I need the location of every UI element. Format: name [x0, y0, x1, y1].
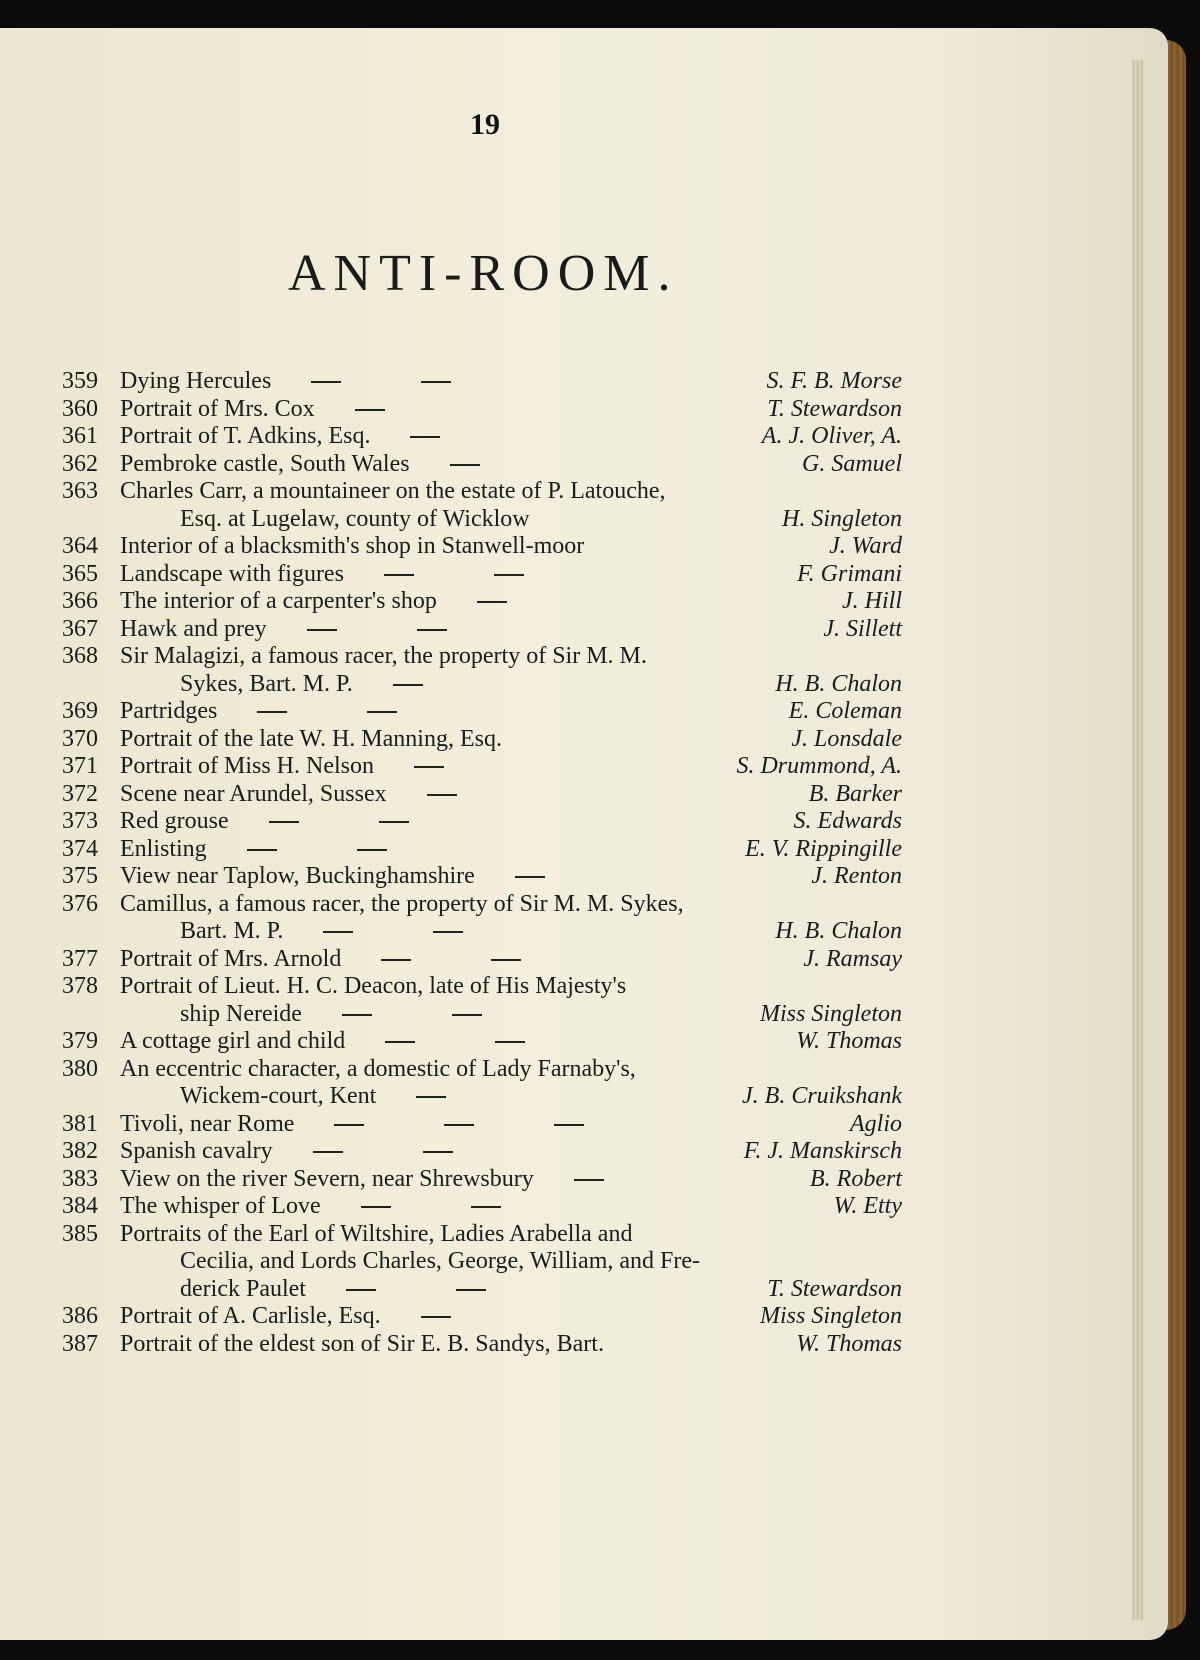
entry-artist: F. J. Manskirsch — [743, 1138, 902, 1164]
catalogue-entry-line — [62, 1111, 902, 1139]
leader-dash — [313, 1151, 343, 1153]
entry-title: Portrait of Miss H. Nelson — [120, 753, 728, 781]
entry-artist: E. Coleman — [788, 698, 902, 724]
entry-title: The whisper of Love — [120, 1193, 826, 1221]
entry-title: Portrait of Lieut. H. C. Deacon, late of His Majesty's — [120, 973, 627, 999]
catalogue-entry-line — [62, 671, 902, 699]
entry-artist: S. Edwards — [793, 808, 902, 834]
entry-title: A cottage girl and child — [120, 1028, 788, 1056]
entry-artist: J. Ward — [829, 533, 902, 559]
entry-number: 360 — [62, 395, 98, 422]
entry-artist: A. J. Oliver, A. — [761, 423, 902, 449]
entry-title: Portrait of Mrs. Cox — [120, 396, 759, 424]
catalogue-entries — [62, 368, 902, 1358]
leader-dash — [574, 1179, 604, 1181]
entry-number: 377 — [62, 945, 98, 972]
catalogue-entry-line — [62, 918, 902, 946]
leader-dash — [452, 1014, 482, 1016]
section-title: ANTI-ROOM. — [288, 245, 679, 302]
catalogue-entry-line — [62, 698, 902, 726]
leader-dash — [269, 821, 299, 823]
entry-number: 387 — [62, 1330, 98, 1357]
catalogue-entry-line — [62, 1028, 902, 1056]
entry-title: Esq. at Lugelaw, county of Wicklow — [180, 505, 530, 532]
entry-title: Portrait of the late W. H. Manning, Esq. — [120, 725, 502, 752]
leader-dash — [421, 1316, 451, 1318]
entry-title: Tivoli, near Rome — [120, 1111, 842, 1139]
leader-dash — [346, 1289, 376, 1291]
entry-number: 375 — [62, 863, 98, 889]
catalogue-entry-line — [62, 1276, 902, 1304]
entry-title: Camillus, a famous racer, the property of Sir M. M. Sykes, — [120, 890, 684, 917]
leader-dash — [393, 684, 423, 686]
catalogue-entry-line — [62, 781, 902, 809]
catalogue-entry-line — [62, 891, 902, 919]
leader-dash — [379, 821, 409, 823]
entry-title: Sykes, Bart. M. P. — [120, 671, 767, 699]
entry-title: Interior of a blacksmith's shop in Stanwell-moor — [120, 533, 585, 559]
entry-title: Portrait of T. Adkins, Esq. — [120, 423, 754, 451]
entry-number: 369 — [62, 698, 98, 724]
entry-number: 372 — [62, 780, 98, 807]
catalogue-entry-line — [62, 368, 902, 396]
entry-title: Hawk and prey — [120, 616, 815, 644]
entry-title: Scene near Arundel, Sussex — [120, 781, 801, 809]
leader-dash — [257, 711, 287, 713]
leader-dash — [444, 1124, 474, 1126]
entry-title: View near Taplow, Buckinghamshire — [120, 863, 803, 891]
leader-dash — [385, 1041, 415, 1043]
entry-number: 378 — [62, 973, 98, 999]
entry-title: Sir Malagizi, a famous racer, the property of Sir M. M. — [120, 643, 647, 669]
leader-dash — [416, 1096, 446, 1098]
catalogue-entry-line — [62, 423, 902, 451]
entry-title: Landscape with figures — [120, 561, 789, 589]
leader-dash — [414, 766, 444, 768]
entry-title: Partridges — [120, 698, 781, 726]
leader-dash — [433, 931, 463, 933]
entry-artist: F. Grimani — [797, 560, 902, 587]
catalogue-entry-line — [62, 1083, 902, 1111]
entry-number: 368 — [62, 643, 98, 669]
leader-dash — [495, 1041, 525, 1043]
leader-dash — [323, 931, 353, 933]
entry-artist: J. B. Cruikshank — [742, 1083, 902, 1109]
entry-artist: H. B. Chalon — [775, 918, 902, 944]
entry-artist: B. Robert — [810, 1165, 902, 1192]
catalogue-entry-line — [62, 616, 902, 644]
catalogue-entry-line — [62, 1303, 902, 1331]
entry-artist: W. Etty — [833, 1193, 902, 1219]
entry-artist: J. Lonsdale — [791, 725, 902, 752]
leader-dash — [410, 436, 440, 438]
leader-dash — [421, 381, 451, 383]
catalogue-entry-line — [62, 588, 902, 616]
entry-number: 363 — [62, 478, 98, 504]
entry-title: Portrait of the eldest son of Sir E. B. Sandys, Bart. — [120, 1330, 604, 1357]
entry-artist: T. Stewardson — [767, 395, 902, 422]
catalogue-entry-line — [62, 1056, 902, 1084]
catalogue-entry-line — [62, 973, 902, 1001]
catalogue-entry-line — [62, 643, 902, 671]
entry-number: 366 — [62, 588, 98, 614]
entry-artist: B. Barker — [808, 780, 902, 807]
entry-number: 364 — [62, 533, 98, 559]
catalogue-entry-line — [62, 808, 902, 836]
leader-dash — [471, 1206, 501, 1208]
entry-number: 367 — [62, 615, 98, 642]
entry-artist: Miss Singleton — [760, 1303, 902, 1329]
leader-dash — [384, 574, 414, 576]
entry-number: 359 — [62, 368, 98, 394]
entry-number: 384 — [62, 1193, 98, 1219]
leader-dash — [311, 381, 341, 383]
entry-artist: E. V. Rippingille — [745, 835, 902, 862]
entry-title: Spanish cavalry — [120, 1138, 736, 1166]
entry-title: View on the river Severn, near Shrewsbury — [120, 1166, 802, 1194]
catalogue-entry-line — [62, 946, 902, 974]
entry-number: 374 — [62, 835, 98, 862]
entry-artist: Aglio — [850, 1110, 902, 1137]
catalogue-entry-line — [62, 1221, 902, 1249]
leader-dash — [357, 849, 387, 851]
entry-title: Red grouse — [120, 808, 786, 836]
entry-artist: Miss Singleton — [760, 1000, 902, 1027]
catalogue-entry-line — [62, 478, 902, 506]
entry-title: ship Nereide — [120, 1001, 752, 1029]
entry-title: Portrait of A. Carlisle, Esq. — [120, 1303, 752, 1331]
entry-artist: J. Ramsay — [803, 945, 902, 972]
leader-dash — [554, 1124, 584, 1126]
leader-dash — [355, 409, 385, 411]
entry-title: The interior of a carpenter's shop — [120, 588, 834, 616]
entry-artist: J. Sillett — [823, 615, 902, 642]
leader-dash — [494, 574, 524, 576]
leader-dash — [456, 1289, 486, 1291]
entry-number: 361 — [62, 423, 98, 449]
catalogue-entry-line — [62, 561, 902, 589]
entry-artist: G. Samuel — [802, 450, 902, 477]
entry-title: Portrait of Mrs. Arnold — [120, 946, 795, 974]
entry-number: 370 — [62, 725, 98, 752]
entry-artist: W. Thomas — [796, 1330, 902, 1357]
leader-dash — [334, 1124, 364, 1126]
entry-number: 365 — [62, 560, 98, 587]
entry-artist: H. Singleton — [782, 505, 902, 532]
leader-dash — [515, 876, 545, 878]
entry-number: 373 — [62, 808, 98, 834]
catalogue-entry-line — [62, 1001, 902, 1029]
leader-dash — [491, 959, 521, 961]
entry-artist: J. Renton — [811, 863, 902, 889]
entry-artist: J. Hill — [842, 588, 902, 614]
catalogue-entry-line — [62, 726, 902, 754]
catalogue-entry-line — [62, 396, 902, 424]
entry-artist: W. Thomas — [796, 1028, 902, 1054]
entry-title: Enlisting — [120, 836, 737, 864]
entry-number: 386 — [62, 1303, 98, 1329]
entry-title: Pembroke castle, South Wales — [120, 451, 794, 479]
leader-dash — [427, 794, 457, 796]
entry-title: Bart. M. P. — [120, 918, 767, 946]
leader-dash — [381, 959, 411, 961]
entry-title: derick Paulet — [120, 1276, 759, 1304]
entry-number: 382 — [62, 1138, 98, 1164]
leader-dash — [342, 1014, 372, 1016]
catalogue-entry-line — [62, 451, 902, 479]
catalogue-entry-line — [62, 533, 902, 561]
entry-artist: T. Stewardson — [767, 1275, 902, 1302]
entry-title: Dying Hercules — [120, 368, 758, 396]
catalogue-entry-line — [62, 1138, 902, 1166]
entry-artist: S. F. B. Morse — [766, 368, 902, 394]
page-edge — [1132, 60, 1144, 1620]
catalogue-entry-line — [62, 863, 902, 891]
entry-number: 376 — [62, 890, 98, 917]
entry-title: Wickem-court, Kent — [120, 1083, 734, 1111]
catalogue-entry-line — [62, 753, 902, 781]
catalogue-entry-line — [62, 1166, 902, 1194]
entry-number: 380 — [62, 1055, 98, 1082]
catalogue-entry-line — [62, 1248, 902, 1276]
leader-dash — [307, 629, 337, 631]
entry-number: 383 — [62, 1165, 98, 1192]
leader-dash — [417, 629, 447, 631]
catalogue-entry-line — [62, 1193, 902, 1221]
entry-number: 362 — [62, 450, 98, 477]
leader-dash — [423, 1151, 453, 1153]
entry-title: An eccentric character, a domestic of Lady Farnaby's, — [120, 1055, 636, 1082]
leader-dash — [450, 464, 480, 466]
leader-dash — [367, 711, 397, 713]
catalogue-entry-line — [62, 506, 902, 534]
entry-number: 379 — [62, 1028, 98, 1054]
entry-title: Portraits of the Earl of Wiltshire, Ladies Arabella and — [120, 1220, 633, 1247]
page-number: 19 — [470, 108, 500, 141]
entry-artist: H. B. Chalon — [775, 670, 902, 697]
catalogue-entry-line — [62, 836, 902, 864]
entry-number: 371 — [62, 753, 98, 779]
entry-title: Charles Carr, a mountaineer on the estate of P. Latouche, — [120, 478, 666, 504]
entry-number: 381 — [62, 1110, 98, 1137]
leader-dash — [477, 601, 507, 603]
entry-number: 385 — [62, 1220, 98, 1247]
entry-title: Cecilia, and Lords Charles, George, William, and Fre- — [180, 1248, 701, 1274]
leader-dash — [361, 1206, 391, 1208]
entry-artist: S. Drummond, A. — [736, 753, 902, 779]
catalogue-entry-line — [62, 1331, 902, 1359]
leader-dash — [247, 849, 277, 851]
